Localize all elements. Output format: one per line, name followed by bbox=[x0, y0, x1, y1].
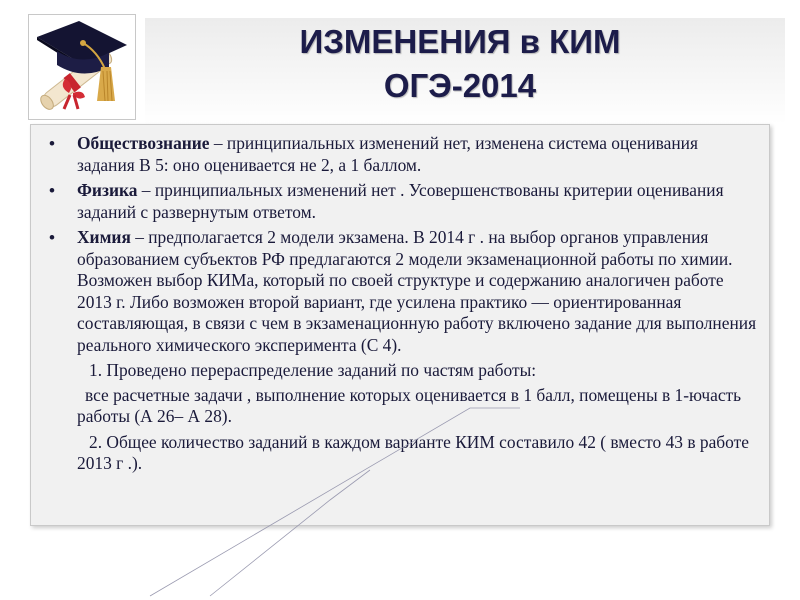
content-panel bbox=[30, 124, 770, 526]
paragraph-calculation-tasks: все расчетные задачи , выполнение которых оценивается в 1 балл, помещены в 1-ючасть работы (А 26– А 28). bbox=[77, 384, 742, 426]
bullet-text: – принципиальных изменений нет . Усовершенствованы критерии оценивания заданий с развернутым ответом. bbox=[77, 180, 724, 222]
bullet-item-physics bbox=[45, 180, 757, 223]
bullet-item-social-studies bbox=[45, 133, 757, 176]
subject-label: Физика bbox=[77, 180, 138, 200]
bullet-item-chemistry bbox=[45, 227, 757, 356]
subject-label: Обществознание bbox=[77, 133, 210, 153]
content-text bbox=[45, 133, 757, 475]
slide-title bbox=[180, 20, 740, 108]
paragraph-task-count: 2. Общее количество заданий в каждом варианте КИМ составило 42 ( вместо 43 в работе 2013 г .). bbox=[77, 431, 749, 473]
paragraph-redistribution: 1. Проведено перераспределение заданий по частям работы: bbox=[89, 360, 537, 380]
bullet-text: – предполагается 2 модели экзамена. В 2014 г . на выбор органов управления образованием субъектов РФ предлагаются 2 модели экзаменационной работы по химии. Возможен выбор КИМа, который по своей структуре и содержанию аналогичен работе 2013 г. Либо возможен второй вариант, где усилена практико — ориентированная составляющая, в связи с чем в экзаменационную работу включено задание для выполнения реального химического эксперимента (С 4). bbox=[77, 227, 757, 355]
subject-label: Химия bbox=[77, 227, 131, 247]
title-line-1: ИЗМЕНЕНИЯ в КИМ bbox=[299, 23, 621, 60]
logo-box bbox=[28, 14, 136, 120]
bullet-text: – принципиальных изменений нет, изменена система оценивания задания В 5: оно оценивается не 2, а 1 баллом. bbox=[77, 133, 698, 175]
graduation-cap-diploma-icon bbox=[29, 15, 135, 119]
title-line-2: ОГЭ-2014 bbox=[383, 67, 537, 104]
